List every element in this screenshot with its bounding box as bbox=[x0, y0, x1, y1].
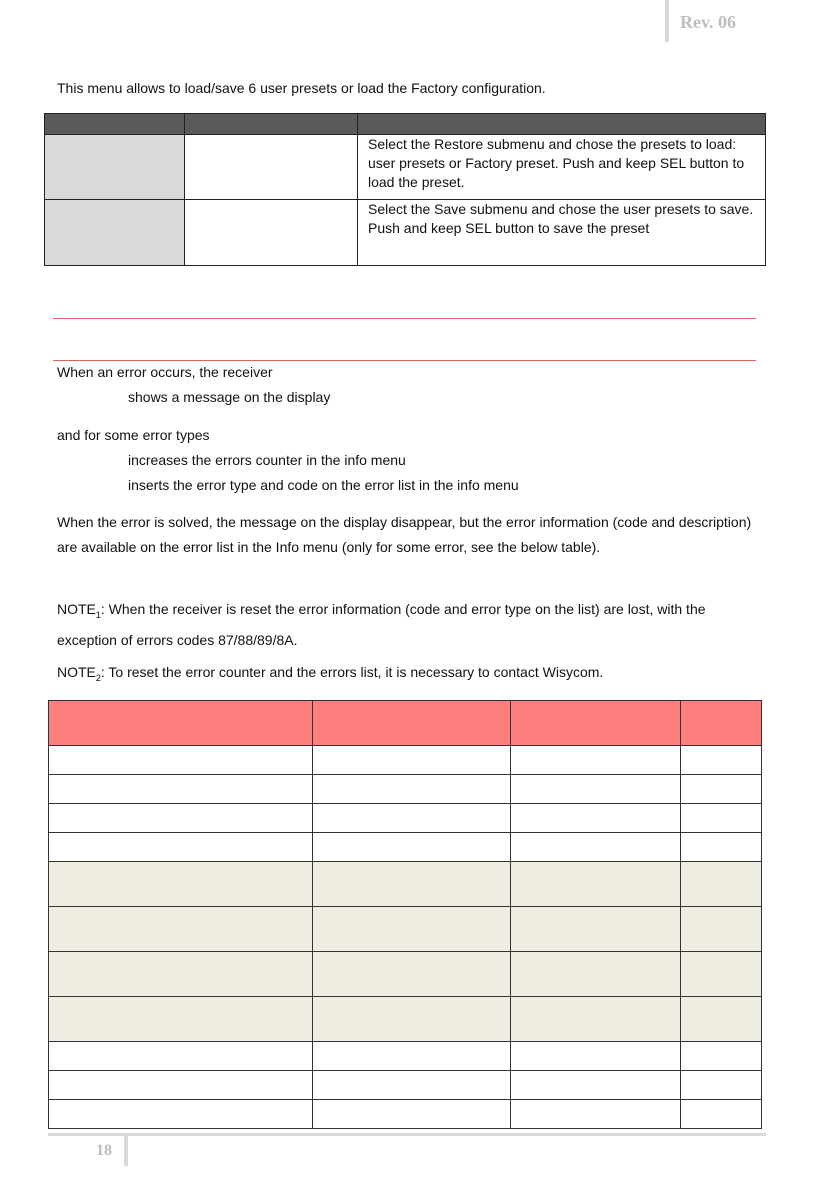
table-cell bbox=[681, 907, 762, 952]
table-cell bbox=[511, 833, 681, 862]
table-cell bbox=[511, 746, 681, 775]
table-cell bbox=[681, 997, 762, 1042]
table-cell bbox=[511, 1100, 681, 1129]
table-row bbox=[49, 952, 762, 997]
table-row bbox=[49, 746, 762, 775]
header-cell bbox=[511, 701, 681, 746]
section-rule-top bbox=[53, 318, 756, 319]
table-cell bbox=[45, 135, 185, 200]
table-cell bbox=[511, 775, 681, 804]
page-number: 18 bbox=[96, 1142, 112, 1159]
table-cell bbox=[49, 1071, 313, 1100]
intro-text: This menu allows to load/save 6 user presets or load the Factory configuration. bbox=[57, 80, 546, 96]
table-cell bbox=[681, 1042, 762, 1071]
note-text: : When the receiver is reset the error information (code and error type on the list) are lost, with the exception of errors codes 87/88/89/8A. bbox=[57, 601, 706, 648]
table-cell bbox=[511, 907, 681, 952]
table-row bbox=[49, 775, 762, 804]
table-row bbox=[49, 907, 762, 952]
table-cell bbox=[49, 775, 313, 804]
table-cell bbox=[313, 907, 511, 952]
table-row bbox=[49, 862, 762, 907]
table-cell bbox=[511, 1071, 681, 1100]
table-cell bbox=[511, 952, 681, 997]
table-cell bbox=[511, 804, 681, 833]
preset-table-header bbox=[45, 114, 766, 135]
table-cell bbox=[49, 862, 313, 907]
preset-table bbox=[44, 113, 766, 266]
table-row bbox=[49, 997, 762, 1042]
table-cell bbox=[681, 952, 762, 997]
table-cell bbox=[681, 1071, 762, 1100]
table-cell bbox=[681, 1100, 762, 1129]
table-cell bbox=[313, 1100, 511, 1129]
table-row bbox=[45, 135, 766, 200]
note-subscript: 1 bbox=[95, 609, 101, 620]
note-label: NOTE bbox=[57, 664, 96, 680]
table-cell bbox=[313, 1042, 511, 1071]
table-cell bbox=[511, 862, 681, 907]
table-cell bbox=[49, 997, 313, 1042]
table-cell bbox=[49, 1042, 313, 1071]
header-cell bbox=[45, 114, 185, 135]
header-cell bbox=[49, 701, 313, 746]
error-table bbox=[48, 700, 762, 1129]
table-row bbox=[49, 833, 762, 862]
table-cell bbox=[49, 952, 313, 997]
table-cell bbox=[49, 833, 313, 862]
table-cell bbox=[313, 952, 511, 997]
restore-description: Select the Restore submenu and chose the presets to load: user presets or Factory preset. Push and keep SEL button to load the preset. bbox=[358, 135, 766, 200]
table-cell bbox=[313, 862, 511, 907]
table-row bbox=[45, 200, 766, 266]
table-cell bbox=[49, 1100, 313, 1129]
error-bullet: shows a message on the display bbox=[128, 389, 331, 405]
revision-label: Rev. 06 bbox=[680, 12, 736, 32]
table-cell bbox=[511, 1042, 681, 1071]
table-cell bbox=[49, 804, 313, 833]
header-divider bbox=[665, 0, 669, 42]
table-cell bbox=[681, 862, 762, 907]
note-1 bbox=[57, 597, 757, 653]
table-row bbox=[49, 1042, 762, 1071]
note-label: NOTE bbox=[57, 601, 96, 617]
header-cell bbox=[681, 701, 762, 746]
table-row bbox=[49, 804, 762, 833]
table-row bbox=[49, 1100, 762, 1129]
note-subscript: 2 bbox=[95, 672, 101, 683]
table-cell bbox=[49, 746, 313, 775]
table-cell bbox=[313, 997, 511, 1042]
table-cell bbox=[45, 200, 185, 266]
section-rule-bottom bbox=[53, 360, 756, 361]
table-cell bbox=[313, 775, 511, 804]
table-cell bbox=[681, 804, 762, 833]
error-intro-line: When an error occurs, the receiver bbox=[57, 364, 273, 380]
error-intro-line: and for some error types bbox=[57, 427, 210, 443]
table-row bbox=[49, 1071, 762, 1100]
save-description: Select the Save submenu and chose the user presets to save. Push and keep SEL button to save the preset bbox=[358, 200, 766, 266]
error-bullet: increases the errors counter in the info menu bbox=[128, 452, 406, 468]
table-cell bbox=[313, 746, 511, 775]
note-2 bbox=[57, 660, 757, 691]
table-cell bbox=[185, 200, 358, 266]
table-cell bbox=[511, 997, 681, 1042]
table-cell bbox=[313, 804, 511, 833]
table-cell bbox=[681, 833, 762, 862]
header-cell bbox=[358, 114, 766, 135]
note-text: : To reset the error counter and the errors list, it is necessary to contact Wisycom. bbox=[100, 664, 604, 680]
table-cell bbox=[185, 135, 358, 200]
table-cell bbox=[49, 907, 313, 952]
error-paragraph: When the error is solved, the message on the display disappear, but the error information (code and description) are available on the error list in the Info menu (only for some error, see the below table). bbox=[57, 514, 752, 555]
table-cell bbox=[313, 833, 511, 862]
error-bullet: inserts the error type and code on the error list in the info menu bbox=[128, 477, 519, 493]
footer-rule bbox=[48, 1133, 766, 1136]
error-table-header bbox=[49, 701, 762, 746]
table-cell bbox=[681, 746, 762, 775]
table-cell bbox=[681, 775, 762, 804]
footer-divider bbox=[124, 1136, 128, 1166]
table-cell bbox=[313, 1071, 511, 1100]
header-cell bbox=[313, 701, 511, 746]
header-cell bbox=[185, 114, 358, 135]
